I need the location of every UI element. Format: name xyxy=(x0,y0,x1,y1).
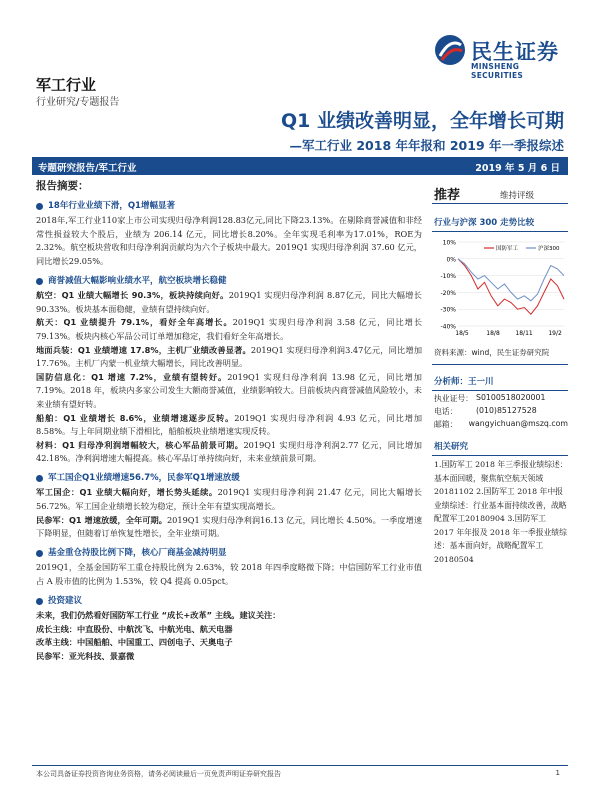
series-line-0 xyxy=(458,259,564,314)
y-tick-label: -30% xyxy=(440,306,456,314)
logo-en: MINSHENG SECURITIES xyxy=(471,62,524,80)
sidebar-column xyxy=(432,180,568,566)
summary-paragraph: 船舶：Q1 业绩增长 8.6%，业绩增速逐步反转。2019Q1 实现归母净利润 4.93 亿元，同比增加 8.58%。与上年同期业绩下滑相比，船舶板块业绩增速实现反转。 xyxy=(36,412,423,437)
footer-disclaimer: 本公司具备证券投资咨询业务资格，请务必阅读最后一页免责声明证券研究报告 xyxy=(36,770,281,778)
bullet-icon xyxy=(36,278,43,285)
x-tick-label: 18/8 xyxy=(486,330,500,337)
minsheng-logo xyxy=(434,34,574,80)
summary-paragraph: 航空：Q1 业绩大幅增长 90.3%，板块持续向好。2019Q1 实现归母净利润 8.87亿元，同比大幅增长90.33%。板块基本面稳健，业绩有望持续向好。 xyxy=(36,290,422,314)
analyst-value: S0100518020001 xyxy=(476,393,546,402)
x-tick-label: 19/2 xyxy=(548,330,562,337)
related-title: 相关研究 xyxy=(432,438,568,456)
logo-cn: 民生证券 xyxy=(471,40,559,64)
section-heading: 商誉减值大幅影响业绩水平，航空板块增长稳健 xyxy=(36,275,422,289)
analyst-value: (010)85127528 xyxy=(476,406,537,415)
y-tick-label: -20% xyxy=(440,289,456,297)
section-heading: 18年行业业绩下滑，Q1增幅显著 xyxy=(36,200,422,214)
summary-paragraph: 航天：Q1 业绩提升 79.1%，看好全年高增长。2019Q1 实现归母净利润 3.58 亿元，同比增长 79.13%。板块内核心军品公司订单增加稳定，我们看好全年高增长。 xyxy=(36,317,423,341)
report-title: Q1 业绩改善明显，全年增长可期 xyxy=(281,110,564,132)
summary-paragraph: 成长主线：中直股份、中航沈飞、中航光电、航天电器 xyxy=(36,623,233,634)
legend-label: 国防军工 xyxy=(496,246,519,252)
footer-divider xyxy=(32,765,568,766)
analyst-value: wangyichuan@mszq.com xyxy=(468,419,568,428)
summary-paragraph: 2018年,军工行业110家上市公司实现归母净利润128.83亿元,同比下降23.13%。在剔除商誉减值和非经常性损益较大个股后，业绩为 206.14 亿元，同比增长8.20%。全年实现毛利率为17.01%，ROE为2.32%。航空板块营收和归母净利润贡献均为六个子板块中最大。2019Q1 实现归母净利润 37.60 亿元，同比增长29.05%。 xyxy=(36,215,422,266)
trend-chart xyxy=(432,234,568,344)
rating-desc: 维持评级 xyxy=(500,191,535,201)
summary-paragraph: 民参军：Q1 增速放缓，全年可期。2019Q1 实现归母净利润16.13 亿元，同比增长 4.50%。一季度增速下降明显，但随着订单恢复性增长，全年业绩可期。 xyxy=(36,514,423,539)
y-tick-label: 0% xyxy=(446,256,456,264)
band-date: 2019 年 5 月 6 日 xyxy=(475,163,560,174)
report-type: 行业研究/专题报告 xyxy=(36,97,120,108)
trend-chart-svg xyxy=(432,234,568,344)
bullet-icon xyxy=(36,203,43,210)
industry-title: 军工行业 xyxy=(36,76,97,94)
summary-paragraph: 民参军：亚光科技、景嘉微 xyxy=(36,651,135,661)
bullet-icon xyxy=(36,598,43,605)
rating-row xyxy=(432,180,568,204)
summary-paragraph: 改革主线：中国船舶、中国重工、四创电子、天奥电子 xyxy=(36,637,233,648)
analyst-row xyxy=(432,391,568,404)
band-category: 专题研究报告/军工行业 xyxy=(38,163,137,174)
bullet-icon xyxy=(36,550,43,557)
analyst-info xyxy=(432,391,568,430)
summary-paragraph: 2019Q1，全基金国防军工重仓持股比例为 2.63%，较 2018 年四季度略微下降；中信国防军工行业市值占 A 股市值的比例为 1.53%，较 Q4 提高 0.05pct。 xyxy=(36,562,422,587)
section-heading: 军工国企Q1业绩增速56.7%，民参军Q1增速放缓 xyxy=(36,472,422,486)
summary-column xyxy=(36,180,422,667)
related-research: 1.国防军工 2018 年三季报业绩综述：基本面回暖，聚焦航空航天领域 20181102 2.国防军工 2018 年中报业绩综述：行业基本面持续改善，战略配置军工20180904 3.国防军工 2017 年年报及 2018 年一季报业绩综述：基本面向好，战略配置军工 20180504 xyxy=(434,460,568,564)
summary-paragraph: 未来，我们仍然看好国防军工行业 “成长+改革” 主线。建议关注： xyxy=(36,610,281,621)
x-tick-label: 18/11 xyxy=(515,330,533,337)
analyst-title: 分析师：王一川 xyxy=(432,373,568,391)
minsheng-logo-icon xyxy=(434,34,466,66)
summary-paragraph: 地面兵装：Q1 业绩增速 17.8%，主机厂业绩改善显著。2019Q1 实现归母净利润3.47亿元，同比增加17.76%。主机厂内蒙一机业绩大幅增长，同比改善明显。 xyxy=(36,344,423,369)
bullet-icon xyxy=(36,475,43,482)
y-tick-label: -10% xyxy=(440,273,456,281)
summary-paragraph: 军工国企：Q1 业绩大幅向好，增长势头延续。2019Q1 实现归母净利润 21.47 亿元，同比大幅增长 56.72%。军工国企业绩增长较为稳定，预计全年有望实现高增长。 xyxy=(36,487,422,512)
header-band xyxy=(32,157,568,175)
report-subtitle: —军工行业 2018 年年报和 2019 年一季报综述 xyxy=(289,138,564,153)
analyst-key: 邮箱： xyxy=(434,420,458,429)
chart-source: 资料来源：wind，民生证券研究院 xyxy=(432,344,568,365)
section-heading: 基金重仓持股比例下降，核心厂商基金减持明显 xyxy=(36,547,422,561)
legend-label: 沪深300 xyxy=(538,246,560,252)
rating: 推荐 xyxy=(434,188,461,203)
analyst-row xyxy=(432,417,568,430)
summary-paragraph: 材料：Q1 归母净利润增幅较大，核心军品前景可期。2019Q1 实现归母净利润2.77 亿元，同比增加 42.18%。净利润增速大幅提高。核心军品订单持续向好，未来业绩前景可期。 xyxy=(36,439,422,464)
chart-title: 行业与沪深 300 走势比较 xyxy=(432,214,568,232)
section-heading: 投资建议 xyxy=(36,595,422,609)
summary-sections xyxy=(36,200,422,667)
page-number: 1 xyxy=(555,769,560,777)
summary-paragraph: 国防信息化：Q1 增速 7.2%，业绩有望转好。2019Q1 实现归母净利润 13.98 亿元，同比增加 7.19%。2018 年，板块内多家公司发生大额商誉减值，业绩影响较大。目前板块内商誉减值风险较小，未来业绩有望好转。 xyxy=(36,371,422,409)
summary-label: 报告摘要： xyxy=(36,180,89,192)
y-tick-label: 10% xyxy=(442,239,456,247)
analyst-key: 电话： xyxy=(434,407,458,416)
y-tick-label: -40% xyxy=(440,323,456,331)
analyst-row xyxy=(432,404,568,417)
analyst-key: 执业证号： xyxy=(434,394,473,403)
x-tick-label: 18/5 xyxy=(455,330,469,337)
